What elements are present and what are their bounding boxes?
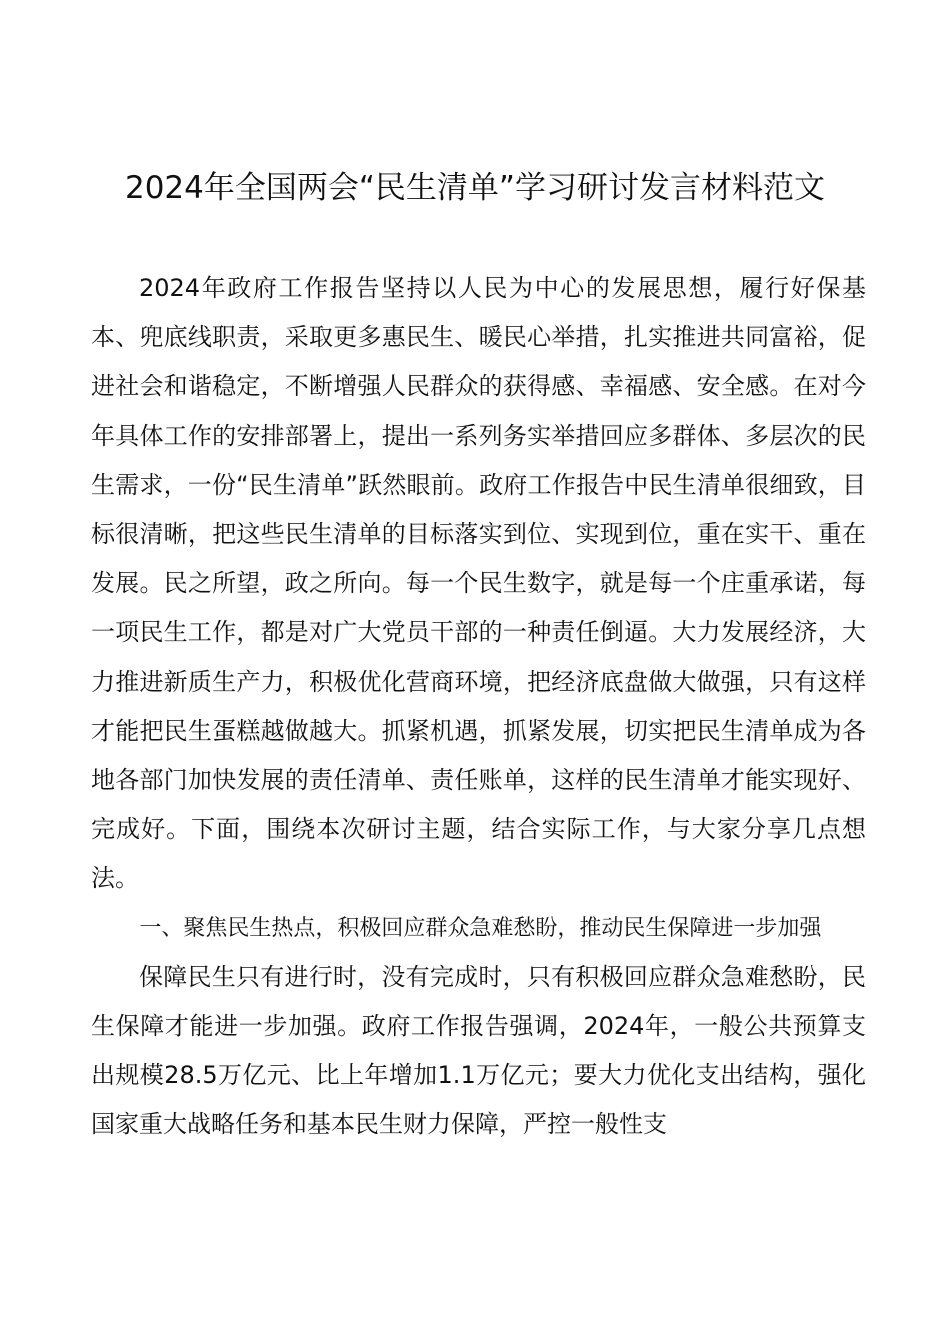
intro-paragraph: 2024年政府工作报告坚持以人民为中心的发展思想，履行好保基本、兜底线职责，采取更多惠民生、暖民心举措，扎实推进共同富裕，促进社会和谐稳定，不断增强人民群众的获得感、幸福感、安全感。在对今年具体工作的安排部署上，提出一系列务实举措回应多群体、多层次的民生需求，一份“民生清单”跃然眼前。政府工作报告中民生清单很细致，目标很清晰，把这些民生清单的目标落实到位、实现到位，重在实干、重在发展。民之所望，政之所向。每一个民生数字，就是每一个庄重承诺，每一项民生工作，都是对广大党员干部的一种责任倒逼。大力发展经济，大力推进新质生产力，积极优化营商环境，把经济底盘做大做强，只有这样才能把民生蛋糕越做越大。抓紧机遇，抓紧发展，切实把民生清单成为各地各部门加快发展的责任清单、责任账单，这样的民生清单才能实现好、完成好。下面，围绕本次研讨主题，结合实际工作，与大家分享几点想法。 xyxy=(91,274,866,893)
section-heading: 一、聚焦民生热点，积极回应群众急难愁盼，推动民生保障进一步加强 xyxy=(139,915,822,941)
document-title: 2024年全国两会“民生清单”学习研讨发言材料范文 xyxy=(124,170,825,206)
document-body xyxy=(91,264,866,1150)
section-paragraph: 保障民生只有进行时，没有完成时，只有积极回应群众急难愁盼，民生保障才能进一步加强。政府工作报告强调，2024年，一般公共预算支出规模28.5万亿元、比上年增加1.1万亿元；要大力优化支出结构，强化国家重大战略任务和基本民生财力保障，严控一般性支 xyxy=(91,962,866,1139)
